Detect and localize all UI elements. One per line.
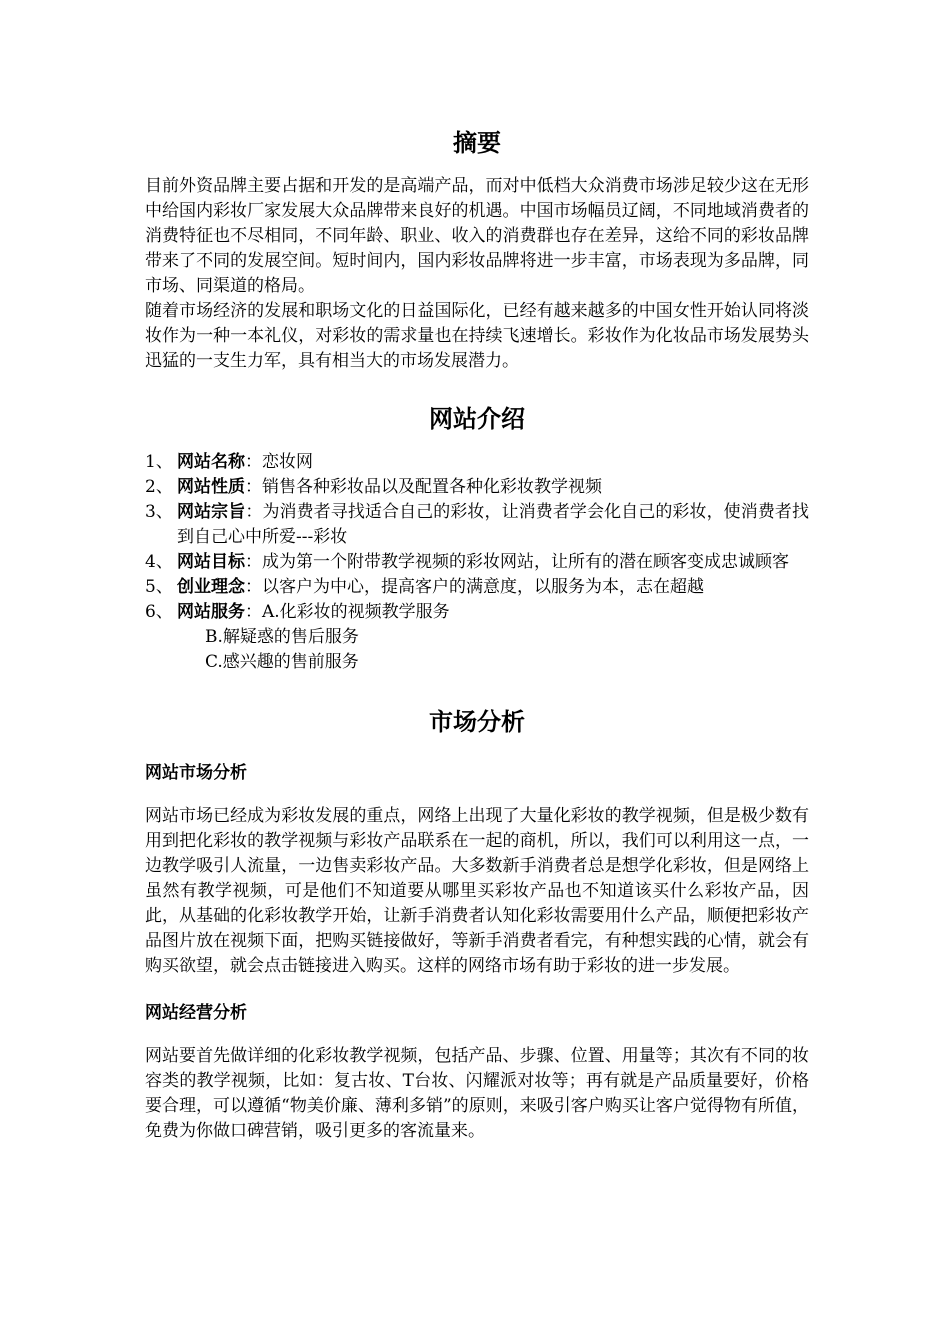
intro-item-name	[145, 450, 809, 475]
intro-list	[145, 450, 809, 625]
list-number: 1、	[145, 452, 173, 472]
item-label: 网站名称	[177, 452, 245, 472]
intro-item-purpose	[145, 500, 809, 550]
intro-title: 网站介绍	[429, 405, 525, 433]
item-label: 创业理念	[177, 577, 245, 597]
abstract-title: 摘要	[453, 129, 501, 157]
item-separator: ：	[245, 577, 262, 597]
market-analysis-text: 网站市场已经成为彩妆发展的重点，网络上出现了大量化彩妆的教学视频，但是极少数有用到把化彩妆的教学视频与彩妆产品联系在一起的商机，所以，我们可以利用这一点，一边教学吸引人流量，一边售卖彩妆产品。大多数新手消费者总是想学化彩妆，但是网络上虽然有教学视频，可是他们不知道要从哪里买彩妆产品也不知道该买什么彩妆产品，因此，从基础的化彩妆教学开始，让新手消费者认知化彩妆需要用什么产品，顺便把彩妆产品图片放在视频下面，把购买链接做好，等新手消费者看完，有种想实践的心情，就会有购买欲望，就会点击链接进入购买。这样的网络市场有助于彩妆的进一步发展。	[145, 806, 809, 976]
intro-item-goal	[145, 550, 809, 575]
item-separator: ：	[245, 502, 263, 522]
item-label: 网站宗旨	[177, 502, 246, 522]
market-analysis-heading: 网站市场分析	[145, 763, 247, 783]
item-label: 网站服务	[177, 602, 245, 622]
abstract-paragraph-2: 随着市场经济的发展和职场文化的日益国际化，已经有越来越多的中国女性开始认同将淡妆作为一种一本礼仪，对彩妆的需求量也在持续飞速增长。彩妆作为化妆品市场发展势头迅猛的一支生力军，具有相当大的市场发展潜力。	[145, 301, 809, 371]
service-item-b: B.解疑惑的售后服务	[205, 627, 359, 647]
item-separator: ：	[245, 477, 262, 497]
intro-item-philosophy	[145, 575, 809, 600]
intro-item-services	[145, 600, 809, 625]
item-text: 成为第一个附带教学视频的彩妆网站，让所有的潜在顾客变成忠诚顾客	[262, 552, 789, 572]
list-number: 6、	[145, 602, 173, 622]
item-separator: ：	[245, 602, 262, 622]
service-item-c: C.感兴趣的售前服务	[205, 652, 359, 672]
item-label: 网站目标	[177, 552, 245, 572]
item-text: 为消费者寻找适合自己的彩妆，让消费者学会化自己的彩妆，使消费者找到自己心中所爱---彩妆	[177, 502, 810, 547]
item-text: A.化彩妆的视频教学服务	[262, 602, 450, 622]
list-number: 5、	[145, 577, 173, 597]
list-number: 2、	[145, 477, 173, 497]
item-separator: ：	[245, 452, 262, 472]
operation-analysis-heading: 网站经营分析	[145, 1003, 247, 1023]
operation-analysis-text: 网站要首先做详细的化彩妆教学视频，包括产品、步骤、位置、用量等；其次有不同的妆容类的教学视频，比如：复古妆、T台妆、闪耀派对妆等；再有就是产品质量要好，价格要合理，可以遵循“物美价廉、薄利多销”的原则，来吸引客户购买让客户觉得物有所值，免费为你做口碑营销，吸引更多的客流量来。	[145, 1046, 809, 1141]
list-number: 4、	[145, 552, 173, 572]
intro-item-nature	[145, 475, 809, 500]
list-number: 3、	[145, 502, 173, 522]
document-page	[145, 118, 809, 1144]
item-text: 销售各种彩妆品以及配置各种化彩妆教学视频	[262, 477, 602, 497]
item-text: 恋妆网	[262, 452, 313, 472]
market-title: 市场分析	[429, 708, 525, 736]
item-separator: ：	[245, 552, 262, 572]
item-text: 以客户为中心，提高客户的满意度，以服务为本，志在超越	[262, 577, 704, 597]
abstract-paragraph-1: 目前外资品牌主要占据和开发的是高端产品，而对中低档大众消费市场涉足较少这在无形中给国内彩妆厂家发展大众品牌带来良好的机遇。中国市场幅员辽阔，不同地域消费者的消费特征也不尽相同，不同年龄、职业、收入的消费群也存在差异，这给不同的彩妆品牌带来了不同的发展空间。短时间内，国内彩妆品牌将进一步丰富，市场表现为多品牌，同市场、同渠道的格局。	[145, 176, 809, 296]
item-label: 网站性质	[177, 477, 245, 497]
